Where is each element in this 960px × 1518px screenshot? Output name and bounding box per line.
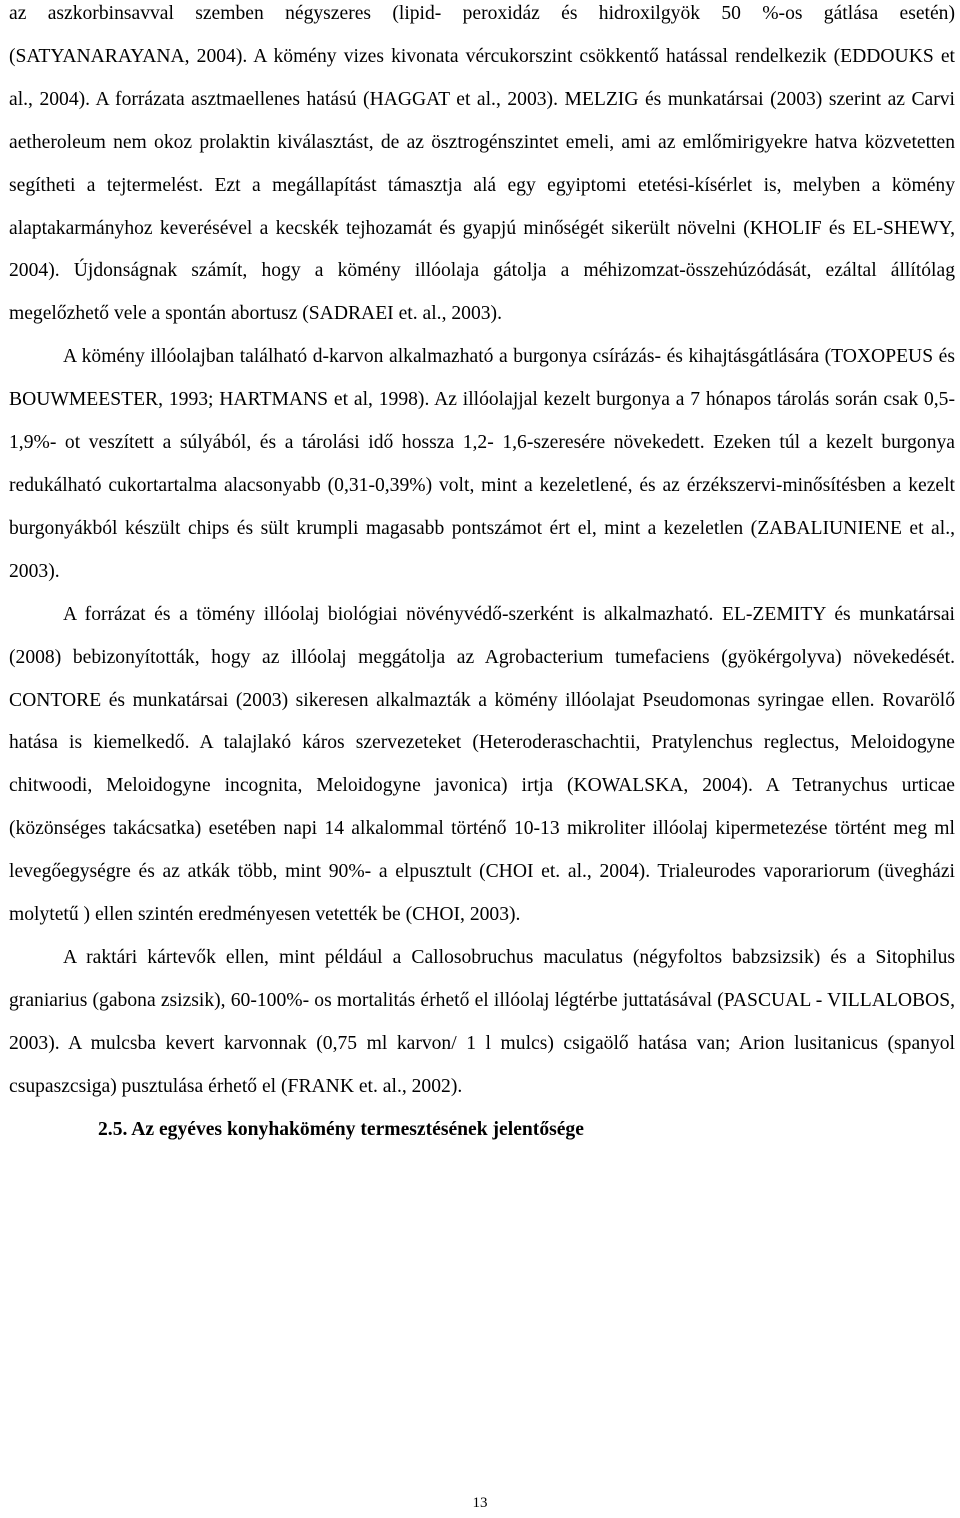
paragraph-storage-pests: A raktári kártevők ellen, mint például a Callosobruchus maculatus (négyfoltos babzsizsik) és a Sitophilus graniarius (gabona zsizsik), 60-100%- os mortalitás érhető el illóolaj légtérbe juttatásával (PASCUAL - VILLALOBOS, 2003). A mulcsba kevert karvonnak (0,75 ml karvon/ 1 l mulcs) csigaölő hatása van; Arion lusitanicus (spanyol csupaszcsiga) pusztulása érhető el (FRANK et. al., 2002).: [9, 946, 955, 1097]
section-heading: 2.5. Az egyéves konyhakömény termesztésének jelentősége: [98, 1118, 584, 1140]
page-number: 13: [472, 1495, 488, 1511]
document-page: [9, 0, 955, 1151]
paragraph-carvi-effects: az aszkorbinsavval szemben négyszeres (lipid- peroxidáz és hidroxilgyök 50 %-os gátlása esetén) (SATYANARAYANA, 2004). A kömény vizes kivonata vércukorszint csökkentő hatással rendelkezik (EDDOUKS et al., 2004). A forrázata asztmaellenes hatású (HAGGAT et al., 2003). MELZIG és munkatársai (2003) szerint az Carvi aetheroleum nem okoz prolaktin kiválasztást, de az ösztrogénszintet emeli, ami az emlőmirigyekre hatva közvetetten segítheti a tejtermelést. Ezt a megállapítást támasztja alá egy egyiptomi etetési-kísérlet is, melyben a kömény alaptakarmányhoz keverésével a kecskék tejhozamát és gyapjú minőségét sikerült növelni (KHOLIF és EL-SHEWY, 2004). Újdonságnak számít, hogy a kömény illóolaja gátolja a méhizomzat-összehúzódását, ezáltal állítólag megelőzhető vele a spontán abortusz (SADRAEI et. al., 2003).: [9, 3, 955, 325]
paragraph-potato-sprouting: A kömény illóolajban található d-karvon alkalmazható a burgonya csírázás- és kihajtásgátlására (TOXOPEUS és BOUWMEESTER, 1993; HARTMANS et al, 1998). Az illóolajjal kezelt burgonya a 7 hónapos tárolás során csak 0,5- 1,9%- ot veszített a súlyából, és a tárolási idő hossza 1,2- 1,6-szeresére növekedett. Ezeken túl a kezelt burgonya redukálható cukortartalma alacsonyabb (0,31-0,39%) volt, mint a kezeletlené, és az érzékszervi-minősítésben a kezelt burgonyákból készült chips és sült krumpli magasabb pontszámot ért el, mint a kezeletlen (ZABALIUNIENE et al., 2003).: [9, 346, 955, 582]
paragraph-plant-protection: A forrázat és a tömény illóolaj biológiai növényvédő-szerként is alkalmazható. EL-ZEMITY és munkatársai (2008) bebizonyították, hogy az illóolaj meggátolja az Agrobacterium tumefaciens (gyökérgolyva) növekedését. CONTORE és munkatársai (2003) sikeresen alkalmazták a kömény illóolajat Pseudomonas syringae ellen. Rovarölő hatása is kiemelkedő. A talajlakó káros szervezeteket (Heteroderaschachtii, Pratylenchus reglectus, Meloidogyne chitwoodi, Meloidogyne incognita, Meloidogyne javonica) irtja (KOWALSKA, 2004). A Tetranychus urticae (közönséges takácsatka) esetében napi 14 alkalommal történő 10-13 mikroliter illóolaj kipermetezése történt meg ml levegőegységre és az atkák több, mint 90%- a elpusztult (CHOI et. al., 2004). Trialeurodes vaporariorum (üvegházi molytetű ) ellen szintén eredményesen vetették be (CHOI, 2003).: [9, 603, 955, 926]
